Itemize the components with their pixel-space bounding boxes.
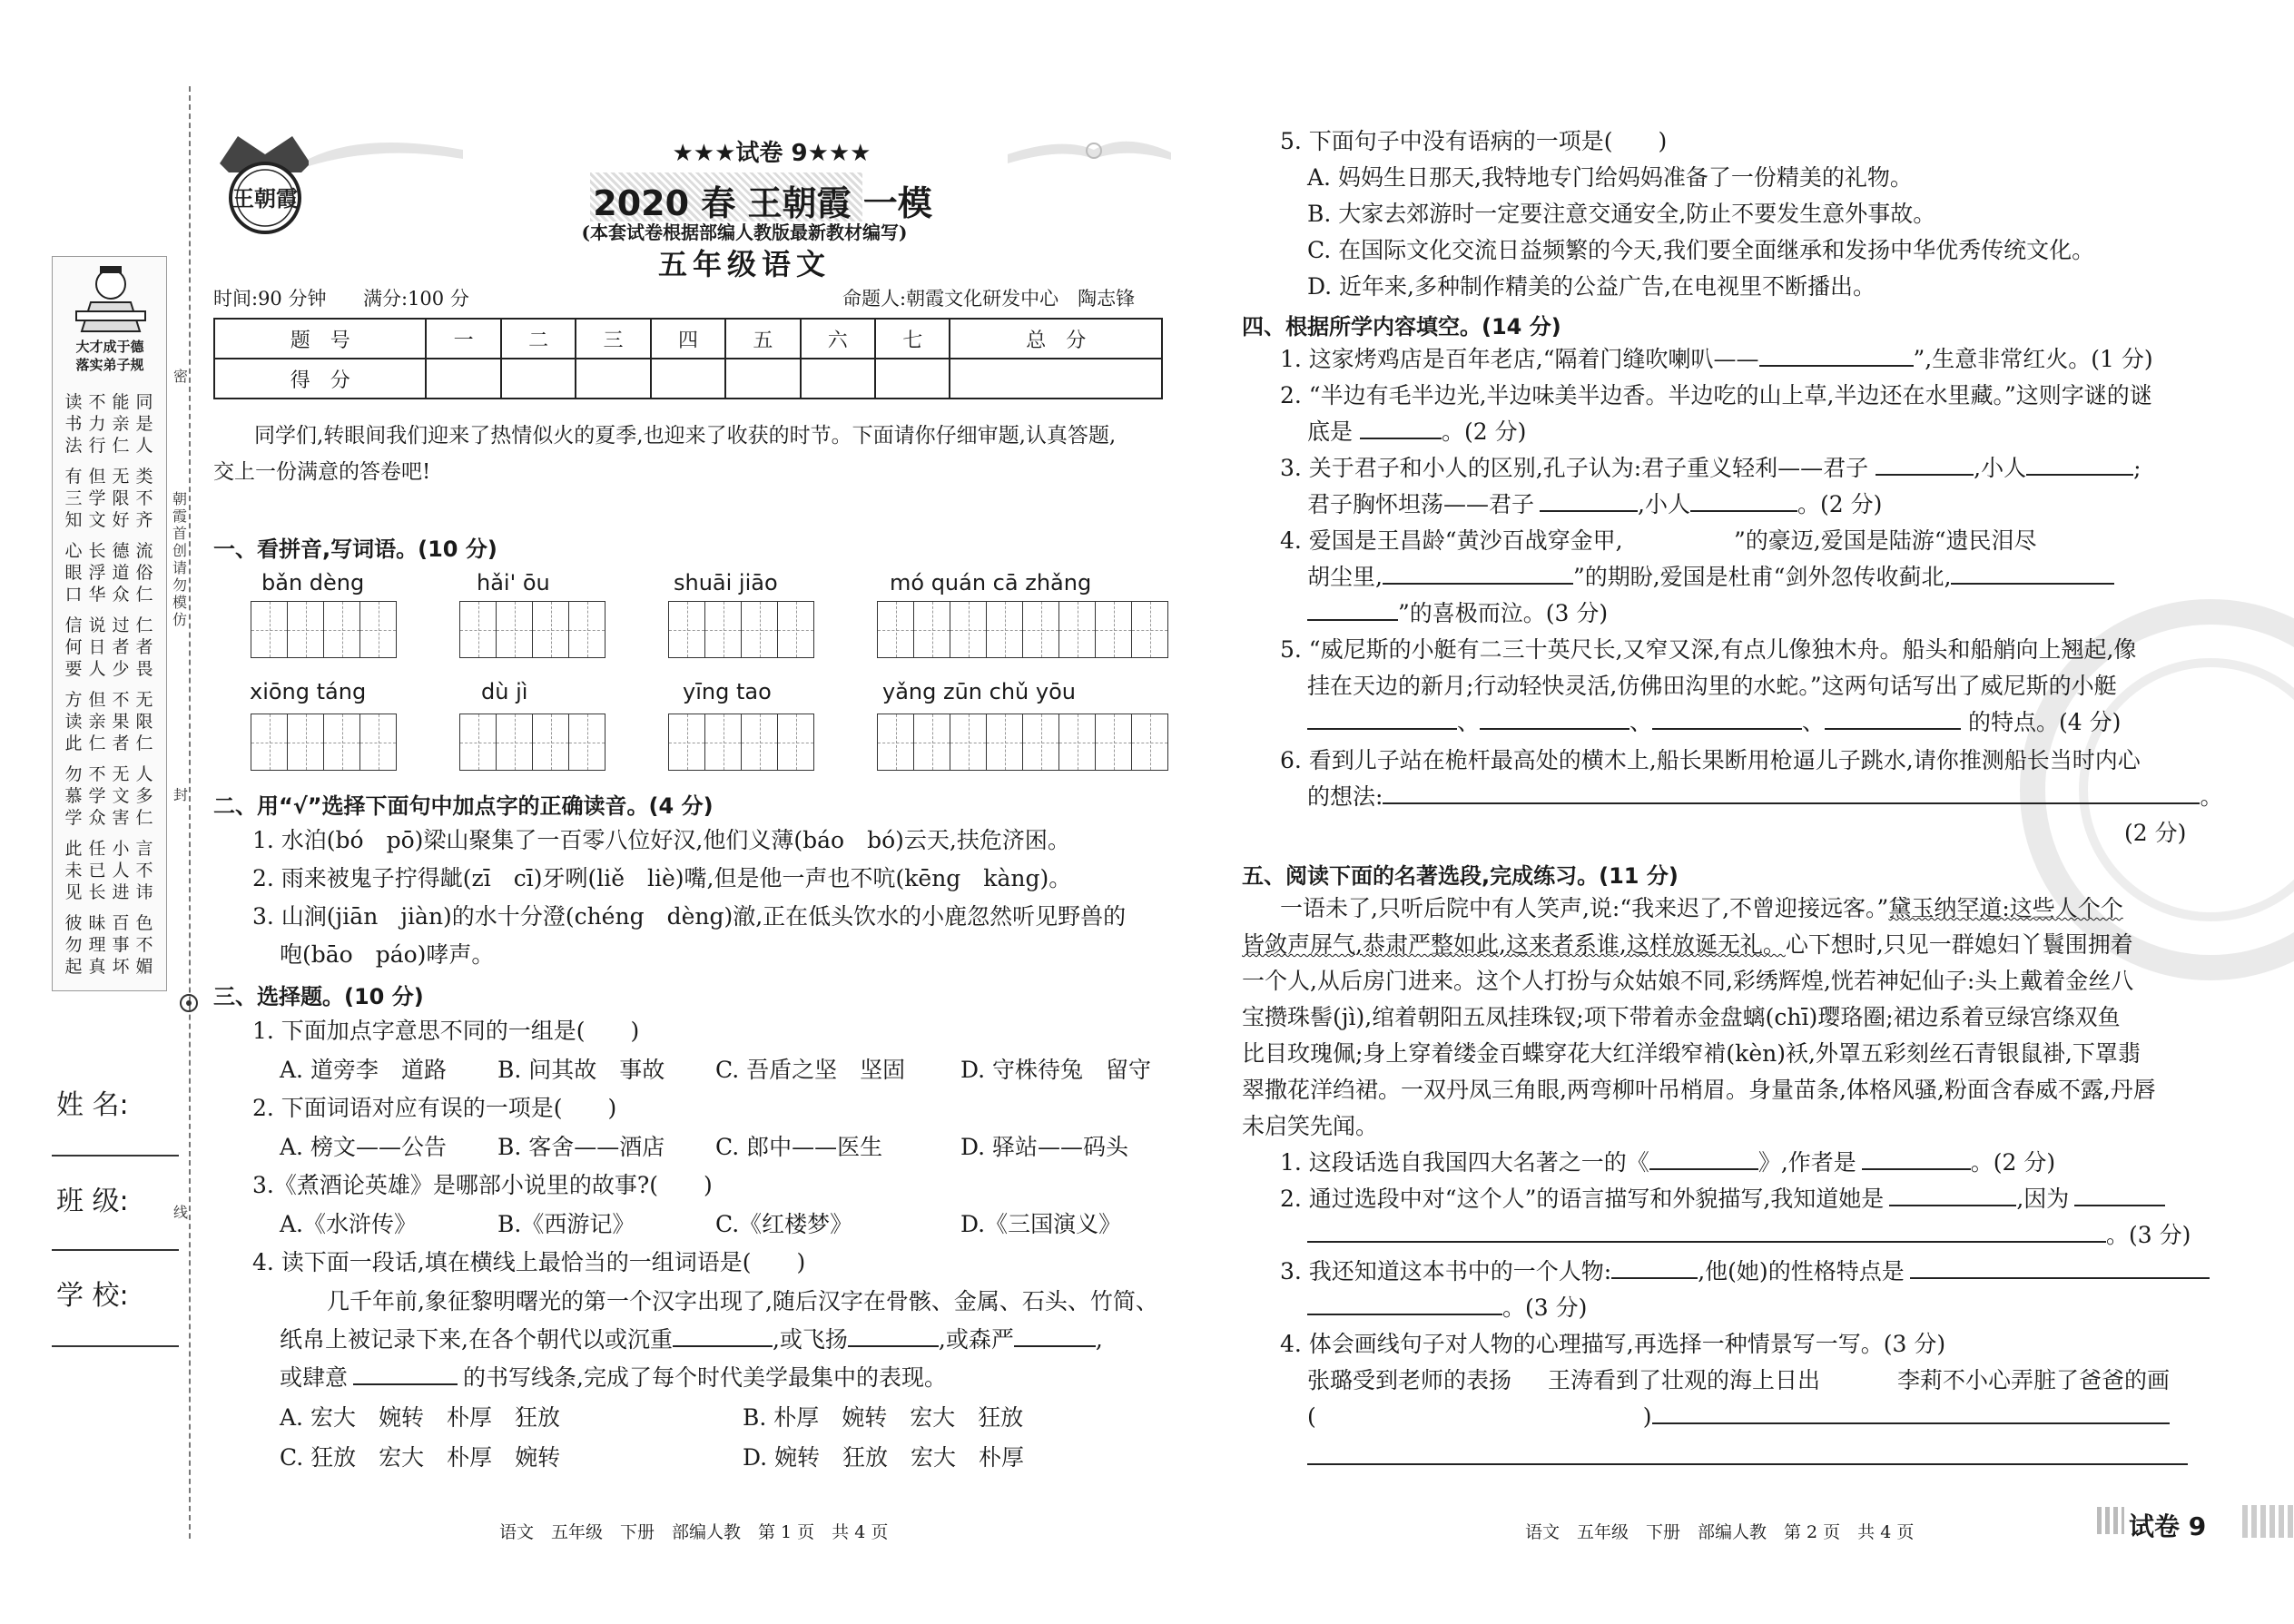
s5-question-3b: 。(3 分) xyxy=(1307,1294,1587,1323)
binding-line xyxy=(189,86,191,1539)
q5-option-d[interactable]: D. 近年来,多种制作精美的公益广告,在电视里不断播出。 xyxy=(1307,273,1876,300)
ribbon-bow-icon xyxy=(1008,127,1171,172)
section-1-title: 一、看拼音,写词语。(10 分) xyxy=(213,536,497,562)
full-score: 满分:100 分 xyxy=(363,288,469,310)
s4-q4-blank-3[interactable] xyxy=(1951,563,2114,585)
motto-column: 言不讳 xyxy=(135,839,153,902)
s4-question-6b: 的想法: 。 xyxy=(1307,783,2223,810)
s4-question-2a: 2. “半边有毛半边光,半边味美半边香。半边吃的山上草,半边还在水里藏。”这则字谜的谜 xyxy=(1280,382,2152,408)
score-header-cell: 五 xyxy=(725,319,800,359)
motto-column: 方读此 xyxy=(64,690,83,753)
pinyin-haiou: hǎi' ōu xyxy=(477,570,550,595)
blank-3[interactable] xyxy=(1014,1325,1096,1347)
s5-question-4: 4. 体会画线句子对人物的心理描写,再选择一种情景写一写。(3 分) xyxy=(1280,1331,1946,1357)
s4-q6-score: (2 分) xyxy=(2124,820,2187,846)
cartoon-caption-2: 落实弟子规 xyxy=(75,357,144,373)
s3-q4-option-c[interactable]: C. 狂放 宏大 朴厚 婉转 xyxy=(280,1444,561,1471)
copyright-vertical-note: 朝霞首创 请勿模仿 xyxy=(172,490,187,628)
pinyin-yingtao: yīng tao xyxy=(683,679,772,704)
motto-column: 有三知 xyxy=(64,467,83,530)
s3-q4-passage-3: 或肆意 的书写线条,完成了每个时代美学最集中的表现。 xyxy=(280,1364,947,1391)
s5-question-2b: 。(3 分) xyxy=(1307,1221,2191,1250)
answer-grid-xiongtang[interactable] xyxy=(251,714,396,771)
school-field[interactable] xyxy=(52,1345,179,1347)
s4-question-4a: 4. 爱国是王昌龄“黄沙百战穿金甲, xyxy=(1280,527,1623,554)
s4-q5-blank-4[interactable] xyxy=(1825,708,1961,730)
s4-q3-blank-2[interactable] xyxy=(2026,454,2133,476)
s3-q1-option-d[interactable]: D. 守株待兔 留守 xyxy=(960,1057,1152,1083)
s3-q1-option-a[interactable]: A. 道旁李 道路 xyxy=(280,1057,447,1083)
motto-column: 昧理真 xyxy=(88,913,106,977)
s5-q4-option-3[interactable]: 李莉不小心弄脏了爸爸的画 xyxy=(1897,1367,2171,1393)
motto-column: 无文害 xyxy=(112,764,130,828)
passage-line-5: 比目玫瑰佩;身上穿着缕金百蝶穿花大红洋缎窄褃(kèn)袄,外罩五彩刻丝石青银鼠褂,下罩翡 xyxy=(1242,1040,2141,1067)
answer-grid-haiou[interactable] xyxy=(459,601,605,658)
s4-q3-blank-1[interactable] xyxy=(1876,454,1974,476)
score-table xyxy=(213,318,1163,399)
score-cell[interactable] xyxy=(950,359,1162,399)
name-field[interactable] xyxy=(52,1155,179,1156)
author: 命题人:朝霞文化研发中心 陶志锋 xyxy=(842,288,1136,310)
paper-series: ★★★试卷 9★★★ xyxy=(672,140,871,167)
s4-q3-blank-4[interactable] xyxy=(1690,490,1797,512)
answer-grid-yangzunchuyou[interactable] xyxy=(877,714,1167,771)
s3-q2-option-a[interactable]: A. 榜文——公告 xyxy=(280,1134,447,1160)
s4-q5-blank-1[interactable] xyxy=(1307,708,1457,730)
s4-question-4c: ”的喜极而泣。(3 分) xyxy=(1307,599,1608,628)
s4-q5-blank-3[interactable] xyxy=(1652,708,1802,730)
motto-column: 小人进 xyxy=(112,839,130,902)
footer-page-2: 语文 五年级 下册 部编人教 第 2 页 共 4 页 xyxy=(1525,1522,1915,1542)
motto-column: 彼勿起 xyxy=(64,913,83,977)
s5-question-1: 1. 这段话选自我国四大名著之一的《 》,作者是 。(2 分) xyxy=(1280,1149,2056,1176)
s3-q4-option-d[interactable]: D. 婉转 狂放 宏大 朴厚 xyxy=(743,1444,1025,1471)
score-header-cell: 六 xyxy=(801,319,875,359)
seal-char-3: 线 xyxy=(172,1204,188,1221)
s4-q3-blank-3[interactable] xyxy=(1540,490,1638,512)
s5-q2-blank-3[interactable] xyxy=(1307,1221,2106,1243)
s4-question-3b: 君子胸怀坦荡——君子 ,小人 。(2 分) xyxy=(1307,491,1883,517)
score-cell[interactable] xyxy=(725,359,800,399)
s3-question-3: 3.《煮酒论英雄》是哪部小说里的故事?( ) xyxy=(252,1172,713,1198)
pinyin-duji: dù jì xyxy=(481,679,528,704)
s5-q3-blank-3[interactable] xyxy=(1307,1294,1502,1315)
cartoon-caption-1: 大才成于德 xyxy=(75,339,144,355)
motto-column: 不学众 xyxy=(88,764,106,828)
s3-q4-option-b[interactable]: B. 朴厚 婉转 宏大 狂放 xyxy=(743,1404,1024,1431)
passage-line-7: 未启笑先闻。 xyxy=(1242,1113,1379,1139)
s3-q2-option-d[interactable]: D. 驿站——码头 xyxy=(960,1134,1129,1160)
binding-hole-icon xyxy=(178,992,200,1014)
s4-question-2b: 底是 。(2 分) xyxy=(1307,418,1527,445)
answer-grid-duji[interactable] xyxy=(459,714,605,771)
s3-question-1: 1. 下面加点字意思不同的一组是( ) xyxy=(252,1018,640,1044)
exam-title: 2020 春 王朝霞 一模 xyxy=(593,183,932,223)
motto-column: 长浮华 xyxy=(88,541,106,605)
blank-4[interactable] xyxy=(353,1363,458,1385)
motto-column: 不力行 xyxy=(88,392,106,456)
blank-2[interactable] xyxy=(848,1325,939,1347)
score-header-cell: 四 xyxy=(651,319,725,359)
s4-question-3a: 3. 关于君子和小人的区别,孔子认为:君子重义轻利——君子 ,小人 ; xyxy=(1280,455,2141,481)
score-header-cell: 总 分 xyxy=(950,319,1162,359)
intro-line-2: 交上一份满意的答卷吧! xyxy=(213,460,431,484)
paper-number-badge: 试卷 9 xyxy=(2129,1511,2207,1541)
subject-title: 五年级语文 xyxy=(657,247,831,281)
s5-q4-option-2[interactable]: 王涛看到了壮观的海上日出 xyxy=(1548,1367,1821,1393)
s5-q4-option-1[interactable]: 张璐受到老师的表扬 xyxy=(1307,1367,1512,1393)
s4-question-5a: 5. “威尼斯的小艇有二三十英尺长,又窄又深,有点儿像独木舟。船头和船艄向上翘起,像 xyxy=(1280,636,2137,663)
motto-column: 信何要 xyxy=(64,615,83,679)
motto-column: 任已长 xyxy=(88,839,106,902)
name-label: 姓 名: xyxy=(56,1089,129,1121)
motto-column: 人多仁 xyxy=(135,764,153,828)
s3-q3-option-c[interactable]: C.《红楼梦》 xyxy=(715,1211,853,1237)
s5-q3-blank-2[interactable] xyxy=(1910,1257,2210,1279)
motto-column: 色不媚 xyxy=(135,913,153,977)
s3-q1-option-c[interactable]: C. 吾盾之坚 坚固 xyxy=(715,1057,906,1083)
section-2-title: 二、用“√”选择下面句中加点字的正确读音。(4 分) xyxy=(213,793,714,819)
score-cell[interactable] xyxy=(576,359,650,399)
s3-q2-option-b[interactable]: B. 客舍——酒店 xyxy=(497,1134,665,1160)
motto-column: 流俗仁 xyxy=(135,541,153,605)
s4-question-6a: 6. 看到儿子站在桅杆最高处的横木上,船长果断用枪逼儿子跳水,请你推测船长当时内心 xyxy=(1280,747,2141,773)
motto-column: 不果者 xyxy=(112,690,130,753)
motto-column: 无限仁 xyxy=(135,690,153,753)
exam-time: 时间:90 分钟 xyxy=(213,288,327,310)
pinyin-banden: bǎn dèng xyxy=(261,570,365,595)
s5-q4-answer-line-2[interactable] xyxy=(1307,1463,2188,1465)
motto-column: 但亲仁 xyxy=(88,690,106,753)
section-3-title: 三、选择题。(10 分) xyxy=(213,984,424,1009)
s4-question-1: 1. 这家烤鸡店是百年老店,“隔着门缝吹喇叭—— ”,生意非常红火。(1 分) xyxy=(1280,346,2153,372)
wangzhaoxia-logo-icon xyxy=(211,127,320,236)
q5-stem: 5. 下面句子中没有语病的一项是( ) xyxy=(1280,128,1668,154)
motto-column: 读书法 xyxy=(64,392,83,456)
s2-question-2: 2. 雨来被鬼子拧得龇(zī cī)牙咧(liě liè)嘴,但是他一声也不吭(kēng kàng)。 xyxy=(252,865,1072,891)
passage-line-3: 一个人,从后房门进来。这个人打扮与众姑娘不同,彩绣辉煌,恍若神妃仙子:头上戴着金丝八 xyxy=(1242,968,2134,994)
motto-column: 此未见 xyxy=(64,839,83,902)
s5-q1-blank-2[interactable] xyxy=(1862,1148,1971,1170)
section-4-title: 四、根据所学内容填空。(14 分) xyxy=(1242,314,1561,340)
score-header-cell: 题 号 xyxy=(214,319,426,359)
s4-q1-blank[interactable] xyxy=(1759,345,1914,367)
s3-q1-option-b[interactable]: B. 问其故 事故 xyxy=(497,1057,665,1083)
score-row-label: 得 分 xyxy=(214,359,426,399)
s3-q3-option-a[interactable]: A.《水浒传》 xyxy=(280,1211,418,1237)
score-cell[interactable] xyxy=(875,359,950,399)
s3-q3-option-d[interactable]: D.《三国演义》 xyxy=(960,1211,1122,1237)
score-cell[interactable] xyxy=(801,359,875,399)
badge-pattern xyxy=(2097,1507,2124,1534)
pinyin-moquancazhang: mó quán cā zhǎng xyxy=(890,570,1092,595)
score-header-cell: 二 xyxy=(501,319,576,359)
s4-q5-blank-2[interactable] xyxy=(1480,708,1629,730)
motto-column: 勿慕学 xyxy=(64,764,83,828)
motto-sidebar xyxy=(52,256,167,991)
score-table-score-row xyxy=(214,359,1162,399)
badge-tail-pattern xyxy=(2242,1505,2294,1538)
pinyin-xiongtang: xiōng táng xyxy=(250,679,367,704)
s3-question-4: 4. 读下面一段话,填在横线上最恰当的一组词语是( ) xyxy=(252,1249,806,1275)
answer-grid-yingtao[interactable] xyxy=(668,714,813,771)
motto-column: 德道众 xyxy=(112,541,130,605)
score-header-cell: 三 xyxy=(576,319,650,359)
passage-line-6: 翠撒花洋绉裙。一双丹凤三角眼,两弯柳叶吊梢眉。身量苗条,体格风骚,粉面含春威不露,丹唇 xyxy=(1242,1077,2156,1103)
s5-q2-blank-1[interactable] xyxy=(1889,1185,2016,1206)
s3-question-2: 2. 下面词语对应有误的一项是( ) xyxy=(252,1095,617,1121)
motto-column: 无限好 xyxy=(112,467,130,530)
answer-grid-banden[interactable] xyxy=(251,601,396,658)
s5-q1-blank-1[interactable] xyxy=(1649,1148,1758,1170)
motto-column: 但学文 xyxy=(88,467,106,530)
s5-question-2: 2. 通过选段中对“这个人”的语言描写和外貌描写,我知道她是 ,因为 xyxy=(1280,1185,2165,1214)
s5-q3-blank-1[interactable] xyxy=(1611,1257,1698,1279)
seal-char-2: 封 xyxy=(172,786,188,803)
answer-grid-shuaijiao[interactable] xyxy=(668,601,813,658)
s4-q4-blank-4[interactable] xyxy=(1307,599,1398,621)
motto-column: 仁者畏 xyxy=(135,615,153,679)
logo-text: 王朝霞 xyxy=(232,185,298,212)
score-cell[interactable] xyxy=(651,359,725,399)
s2-question-3a: 3. 山涧(jiān jiàn)的水十分澄(chéng dèng)澈,正在低头饮水的小鹿忽然听见野兽的 xyxy=(252,903,1127,930)
s4-question-5b: 挂在天边的新月;行动轻快灵活,仿佛田沟里的水蛇。”这两句话写出了威尼斯的小艇 xyxy=(1307,673,2117,699)
scholar-cartoon-icon xyxy=(73,261,149,333)
motto-column: 同是人 xyxy=(135,392,153,456)
score-table-header-row xyxy=(214,319,1162,359)
motto-column: 百事坏 xyxy=(112,913,130,977)
q5-option-a[interactable]: A. 妈妈生日那天,我特地专门给妈妈准备了一份精美的礼物。 xyxy=(1307,164,1913,191)
motto-column: 过者少 xyxy=(112,615,130,679)
passage-line-1: 一语未了,只听后院中有人笑声,说:“我来迟了,不曾迎接远客。”黛玉纳罕道:这些人个个 xyxy=(1280,895,2123,921)
seal-char-1: 密 xyxy=(172,368,188,385)
s4-question-5c: 、 、 、 的特点。(4 分) xyxy=(1307,708,2121,737)
q5-option-c[interactable]: C. 在国际文化交流日益频繁的今天,我们要全面继承和发扬中华优秀传统文化。 xyxy=(1307,237,2095,263)
motto-column: 能亲仁 xyxy=(112,392,130,456)
s4-q2-blank[interactable] xyxy=(1360,418,1442,439)
score-cell[interactable] xyxy=(501,359,576,399)
score-header-cell: 七 xyxy=(875,319,950,359)
s3-q3-option-b[interactable]: B.《西游记》 xyxy=(497,1211,635,1237)
pinyin-shuaijiao: shuāi jiāo xyxy=(674,570,778,595)
s3-q4-passage-1: 几千年前,象征黎明曙光的第一个汉字出现了,随后汉字在骨骸、金属、石头、竹简、 xyxy=(327,1288,1158,1314)
class-label: 班 级: xyxy=(56,1186,129,1217)
passage-line-4: 宝攒珠髻(jì),绾着朝阳五凤挂珠钗;项下带着赤金盘螭(chī)璎珞圈;裙边系着豆绿宫绦双鱼 xyxy=(1242,1004,2121,1030)
s2-question-3b: 咆(bāo páo)哮声。 xyxy=(280,941,495,968)
s4-question-4b: 胡尘里, ”的期盼,爱国是杜甫“剑外忽传收蓟北, xyxy=(1307,563,2114,592)
s2-question-1: 1. 水泊(bó pō)梁山聚集了一百零八位好汉,他们义薄(báo bó)云天,扶危济困。 xyxy=(252,827,1070,853)
s5-q2-blank-2[interactable] xyxy=(2074,1185,2165,1206)
motto-columns xyxy=(64,391,160,981)
passage-line-2: 皆敛声屏气,恭肃严整如此,这来者系谁,这样放诞无礼。心下想时,只见一群媳妇丫鬟围拥着 xyxy=(1242,931,2133,958)
answer-grid-moquancazhang[interactable] xyxy=(877,601,1167,658)
s5-q4-answer-line-1: ( ) xyxy=(1307,1403,2170,1432)
ribbon-decoration-icon xyxy=(309,132,463,168)
footer-page-1: 语文 五年级 下册 部编人教 第 1 页 共 4 页 xyxy=(499,1522,889,1542)
s4-question-4a-tail: ”的豪迈,爱国是陆游“遗民泪尽 xyxy=(1734,527,2037,554)
s5-q4-blank-1[interactable] xyxy=(1652,1403,2170,1424)
exam-subtitle: (本套试卷根据部编人教版最新教材编写) xyxy=(581,221,908,243)
section-5-title: 五、阅读下面的名著选段,完成练习。(11 分) xyxy=(1242,863,1679,889)
s5-question-3: 3. 我还知道这本书中的一个人物: ,他(她)的性格特点是 xyxy=(1280,1257,2210,1286)
school-label: 学 校: xyxy=(56,1280,129,1312)
motto-column: 类不齐 xyxy=(135,467,153,530)
motto-column: 心眼口 xyxy=(64,541,83,605)
s3-q4-passage-2: 纸帛上被记录下来,在各个朝代以或沉重 ,或飞扬 ,或森严 , xyxy=(280,1326,1103,1353)
q5-option-b[interactable]: B. 大家去郊游时一定要注意交通安全,防止不要发生意外事故。 xyxy=(1307,201,1936,227)
blank-1[interactable] xyxy=(673,1325,773,1347)
class-field[interactable] xyxy=(52,1249,179,1251)
s3-q2-option-c[interactable]: C. 郎中——医生 xyxy=(715,1134,883,1160)
s4-q6-blank[interactable] xyxy=(1383,782,2200,804)
motto-column: 说日人 xyxy=(88,615,106,679)
s3-q4-option-a[interactable]: A. 宏大 婉转 朴厚 狂放 xyxy=(280,1404,560,1431)
score-cell[interactable] xyxy=(426,359,500,399)
intro-line-1: 同学们,转眼间我们迎来了热情似火的夏季,也迎来了收获的时节。下面请你仔细审题,认真答题, xyxy=(254,424,1117,448)
s4-q4-blank-2[interactable] xyxy=(1383,563,1573,585)
pinyin-yangzunchuyou: yǎng zūn chǔ yōu xyxy=(882,679,1076,704)
score-header-cell: 一 xyxy=(426,319,500,359)
